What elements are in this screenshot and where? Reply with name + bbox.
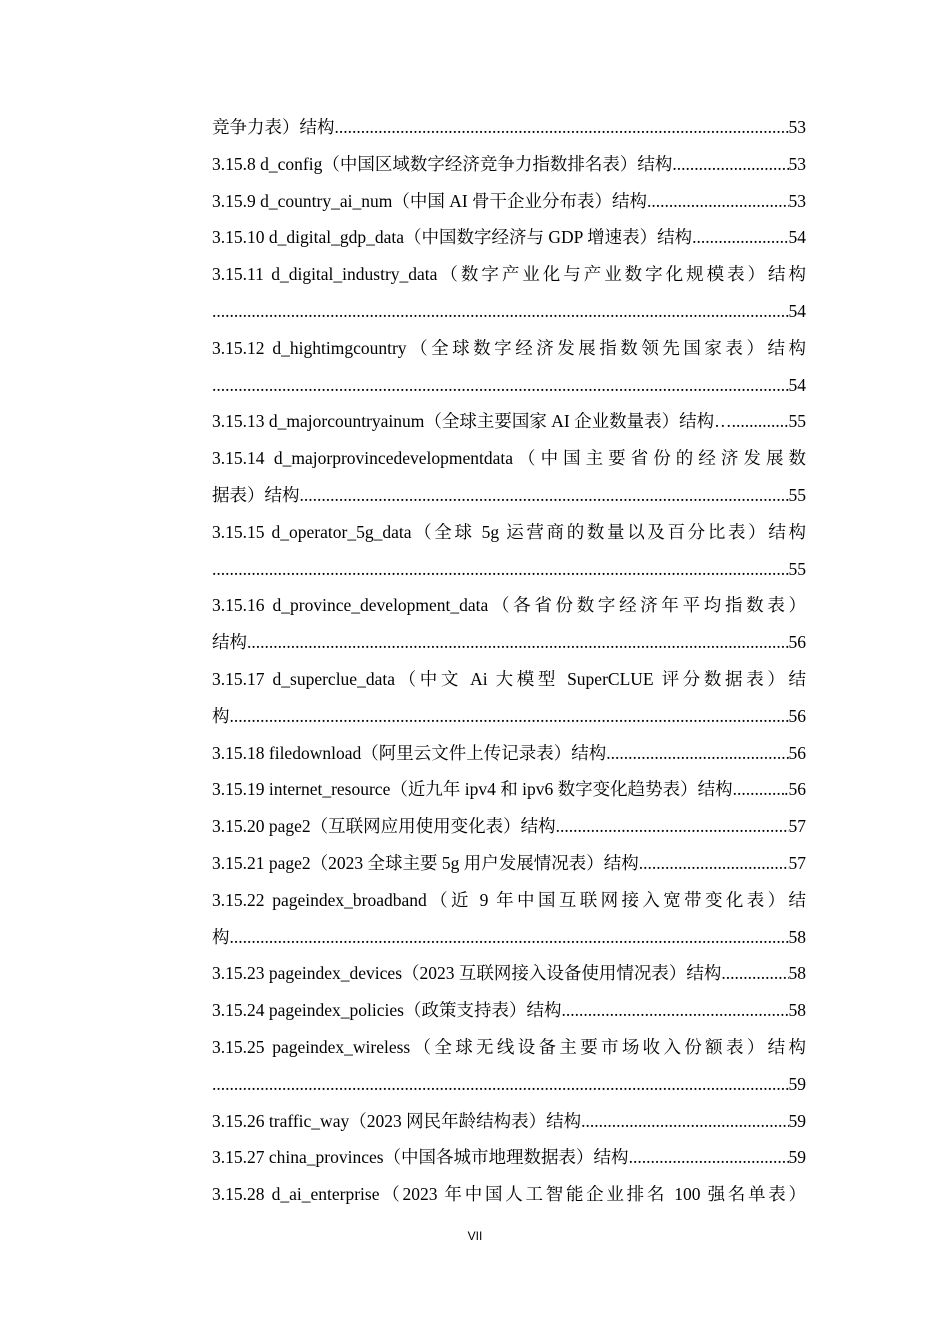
- toc-entry-title: 3.15.20 page2（互联网应用使用变化表）结构: [212, 816, 556, 837]
- toc-entry-title: 3.15.28 d_ai_enterprise（2023 年中国人工智能企业排名 100 强名单表）: [212, 1184, 806, 1205]
- toc-entry-continued: [212, 330, 806, 367]
- toc-page-number: 58: [788, 1000, 806, 1021]
- toc-leader-dots: [581, 1103, 788, 1140]
- toc-entry[interactable]: [212, 698, 806, 735]
- toc-entry-title: 3.15.27 china_provinces（中国各城市地理数据表）结构: [212, 1147, 629, 1168]
- toc-page-number: 55: [788, 484, 806, 505]
- toc-entry-title: 3.15.8 d_config（中国区域数字经济竞争力指数排名表）结构: [212, 153, 673, 174]
- toc-entry[interactable]: [212, 845, 806, 882]
- toc-leader-dots: [556, 808, 789, 845]
- toc-entry[interactable]: [212, 1066, 806, 1103]
- toc-entry[interactable]: [212, 735, 806, 772]
- toc-entry-title: 3.15.15 d_operator_5g_data（全球 5g 运营商的数量以及百分比表）结构: [212, 521, 806, 542]
- toc-page-number: 54: [788, 374, 806, 395]
- toc-leader-dots: [230, 919, 789, 956]
- toc-leader-dots: [212, 551, 789, 588]
- toc-leader-dots: [212, 293, 789, 330]
- toc-page-number: 56: [788, 742, 806, 763]
- toc-entry-continued: [212, 661, 806, 698]
- toc-entry[interactable]: [212, 771, 806, 808]
- toc-page-number: 56: [788, 705, 806, 726]
- toc-entry[interactable]: [212, 624, 806, 661]
- toc-entry[interactable]: [212, 477, 806, 514]
- toc-entry-title: 3.15.9 d_country_ai_num（中国 AI 骨干企业分布表）结构: [212, 190, 648, 211]
- toc-leader-dots: [692, 219, 788, 256]
- toc-page-number: 59: [788, 1147, 806, 1168]
- toc-leader-dots: [639, 845, 789, 882]
- toc-entry[interactable]: [212, 146, 806, 183]
- toc-leader-dots: [629, 1139, 789, 1176]
- toc-leader-dots: [212, 1066, 789, 1103]
- table-of-contents: [212, 109, 806, 1213]
- toc-entry-title: 竞争力表）结构: [212, 117, 335, 137]
- toc-entry-continued: [212, 514, 806, 551]
- toc-entry-title: 3.15.14 d_majorprovincedevelopmentdata（中国主要省份的经济发展数: [212, 448, 806, 469]
- toc-entry-title: 3.15.17 d_superclue_data（中文 Ai 大模型 SuperCLUE 评分数据表）结: [212, 668, 806, 689]
- toc-leader-dots: [335, 109, 789, 146]
- toc-entry-title: 3.15.10 d_digital_gdp_data（中国数字经济与 GDP 增速表）结构: [212, 227, 693, 248]
- toc-page-number: 57: [788, 852, 806, 873]
- toc-page-number: 53: [788, 190, 806, 211]
- toc-entry-title: 3.15.21 page2（2023 全球主要 5g 用户发展情况表）结构: [212, 852, 639, 873]
- toc-page-number: 56: [788, 632, 806, 653]
- toc-leader-dots: [647, 183, 788, 220]
- toc-entry-title: 3.15.24 pageindex_policies（政策支持表）结构: [212, 1000, 562, 1021]
- toc-leader-dots: [721, 955, 788, 992]
- toc-entry[interactable]: [212, 1139, 806, 1176]
- toc-entry[interactable]: [212, 808, 806, 845]
- toc-page-number: 55: [788, 558, 806, 579]
- toc-page-number: 58: [788, 963, 806, 984]
- toc-entry-title: 3.15.13 d_majorcountryainum（全球主要国家 AI 企业数量表）结构…: [212, 411, 732, 432]
- toc-entry[interactable]: [212, 403, 806, 440]
- toc-entry-title: 结构: [212, 632, 247, 653]
- toc-page-number: 57: [788, 816, 806, 837]
- toc-page-number: 54: [788, 300, 806, 321]
- toc-page-number: 59: [788, 1110, 806, 1131]
- toc-leader-dots: [606, 735, 788, 772]
- toc-entry-title: 3.15.19 internet_resource（近九年 ipv4 和 ipv6 数字变化趋势表）结构: [212, 779, 733, 800]
- toc-leader-dots: [561, 992, 788, 1029]
- toc-leader-dots: [212, 367, 789, 404]
- toc-page-number: .55: [784, 411, 806, 432]
- toc-entry[interactable]: [212, 919, 806, 956]
- toc-entry-title: 3.15.18 filedownload（阿里云文件上传记录表）结构: [212, 742, 607, 763]
- toc-entry-continued: [212, 587, 806, 624]
- toc-leader-dots: [230, 698, 789, 735]
- toc-entry-title: 3.15.11 d_digital_industry_data（数字产业化与产业数字化规模表）结构: [212, 264, 806, 285]
- toc-entry-title: 3.15.22 pageindex_broadband（近 9 年中国互联网接入宽带变化表）结: [212, 889, 806, 910]
- toc-page-number: 53: [788, 153, 806, 174]
- toc-entry[interactable]: [212, 1103, 806, 1140]
- toc-entry[interactable]: [212, 293, 806, 330]
- toc-entry[interactable]: [212, 183, 806, 220]
- toc-page-number: 54: [788, 227, 806, 248]
- toc-entry-title: 构: [212, 705, 230, 726]
- toc-entry-continued: [212, 1029, 806, 1066]
- page-number: VII: [467, 1229, 483, 1243]
- toc-entry[interactable]: [212, 219, 806, 256]
- toc-leader-dots: [733, 771, 785, 808]
- toc-page-number: 59: [788, 1073, 806, 1094]
- toc-leader-dots: [247, 624, 789, 661]
- toc-entry-title: 3.15.16 d_province_development_data（各省份数字经济年平均指数表）: [212, 595, 806, 616]
- toc-entry-continued: [212, 440, 806, 477]
- toc-entry[interactable]: [212, 109, 806, 146]
- toc-entry-continued: [212, 256, 806, 293]
- toc-page-number: .56: [784, 779, 806, 800]
- toc-entry[interactable]: [212, 992, 806, 1029]
- toc-page-number: 58: [788, 926, 806, 947]
- toc-entry-title: 据表）结构: [212, 484, 300, 505]
- toc-entry-continued: [212, 1176, 806, 1213]
- toc-entry-title: 3.15.23 pageindex_devices（2023 互联网接入设备使用情况表）结构: [212, 963, 722, 984]
- toc-entry-title: 构: [212, 926, 230, 947]
- toc-leader-dots: [300, 477, 789, 514]
- toc-leader-dots: [732, 403, 785, 440]
- toc-entry[interactable]: [212, 551, 806, 588]
- toc-leader-dots: [672, 146, 788, 183]
- toc-entry-continued: [212, 882, 806, 919]
- toc-entry-title: 3.15.26 traffic_way（2023 网民年龄结构表）结构: [212, 1110, 582, 1131]
- toc-entry-title: 3.15.25 pageindex_wireless（全球无线设备主要市场收入份额表）结构: [212, 1036, 806, 1057]
- toc-entry[interactable]: [212, 955, 806, 992]
- toc-page-number: 53: [788, 117, 806, 137]
- toc-entry[interactable]: [212, 367, 806, 404]
- toc-entry-title: 3.15.12 d_hightimgcountry（全球数字经济发展指数领先国家表）结构: [212, 337, 806, 358]
